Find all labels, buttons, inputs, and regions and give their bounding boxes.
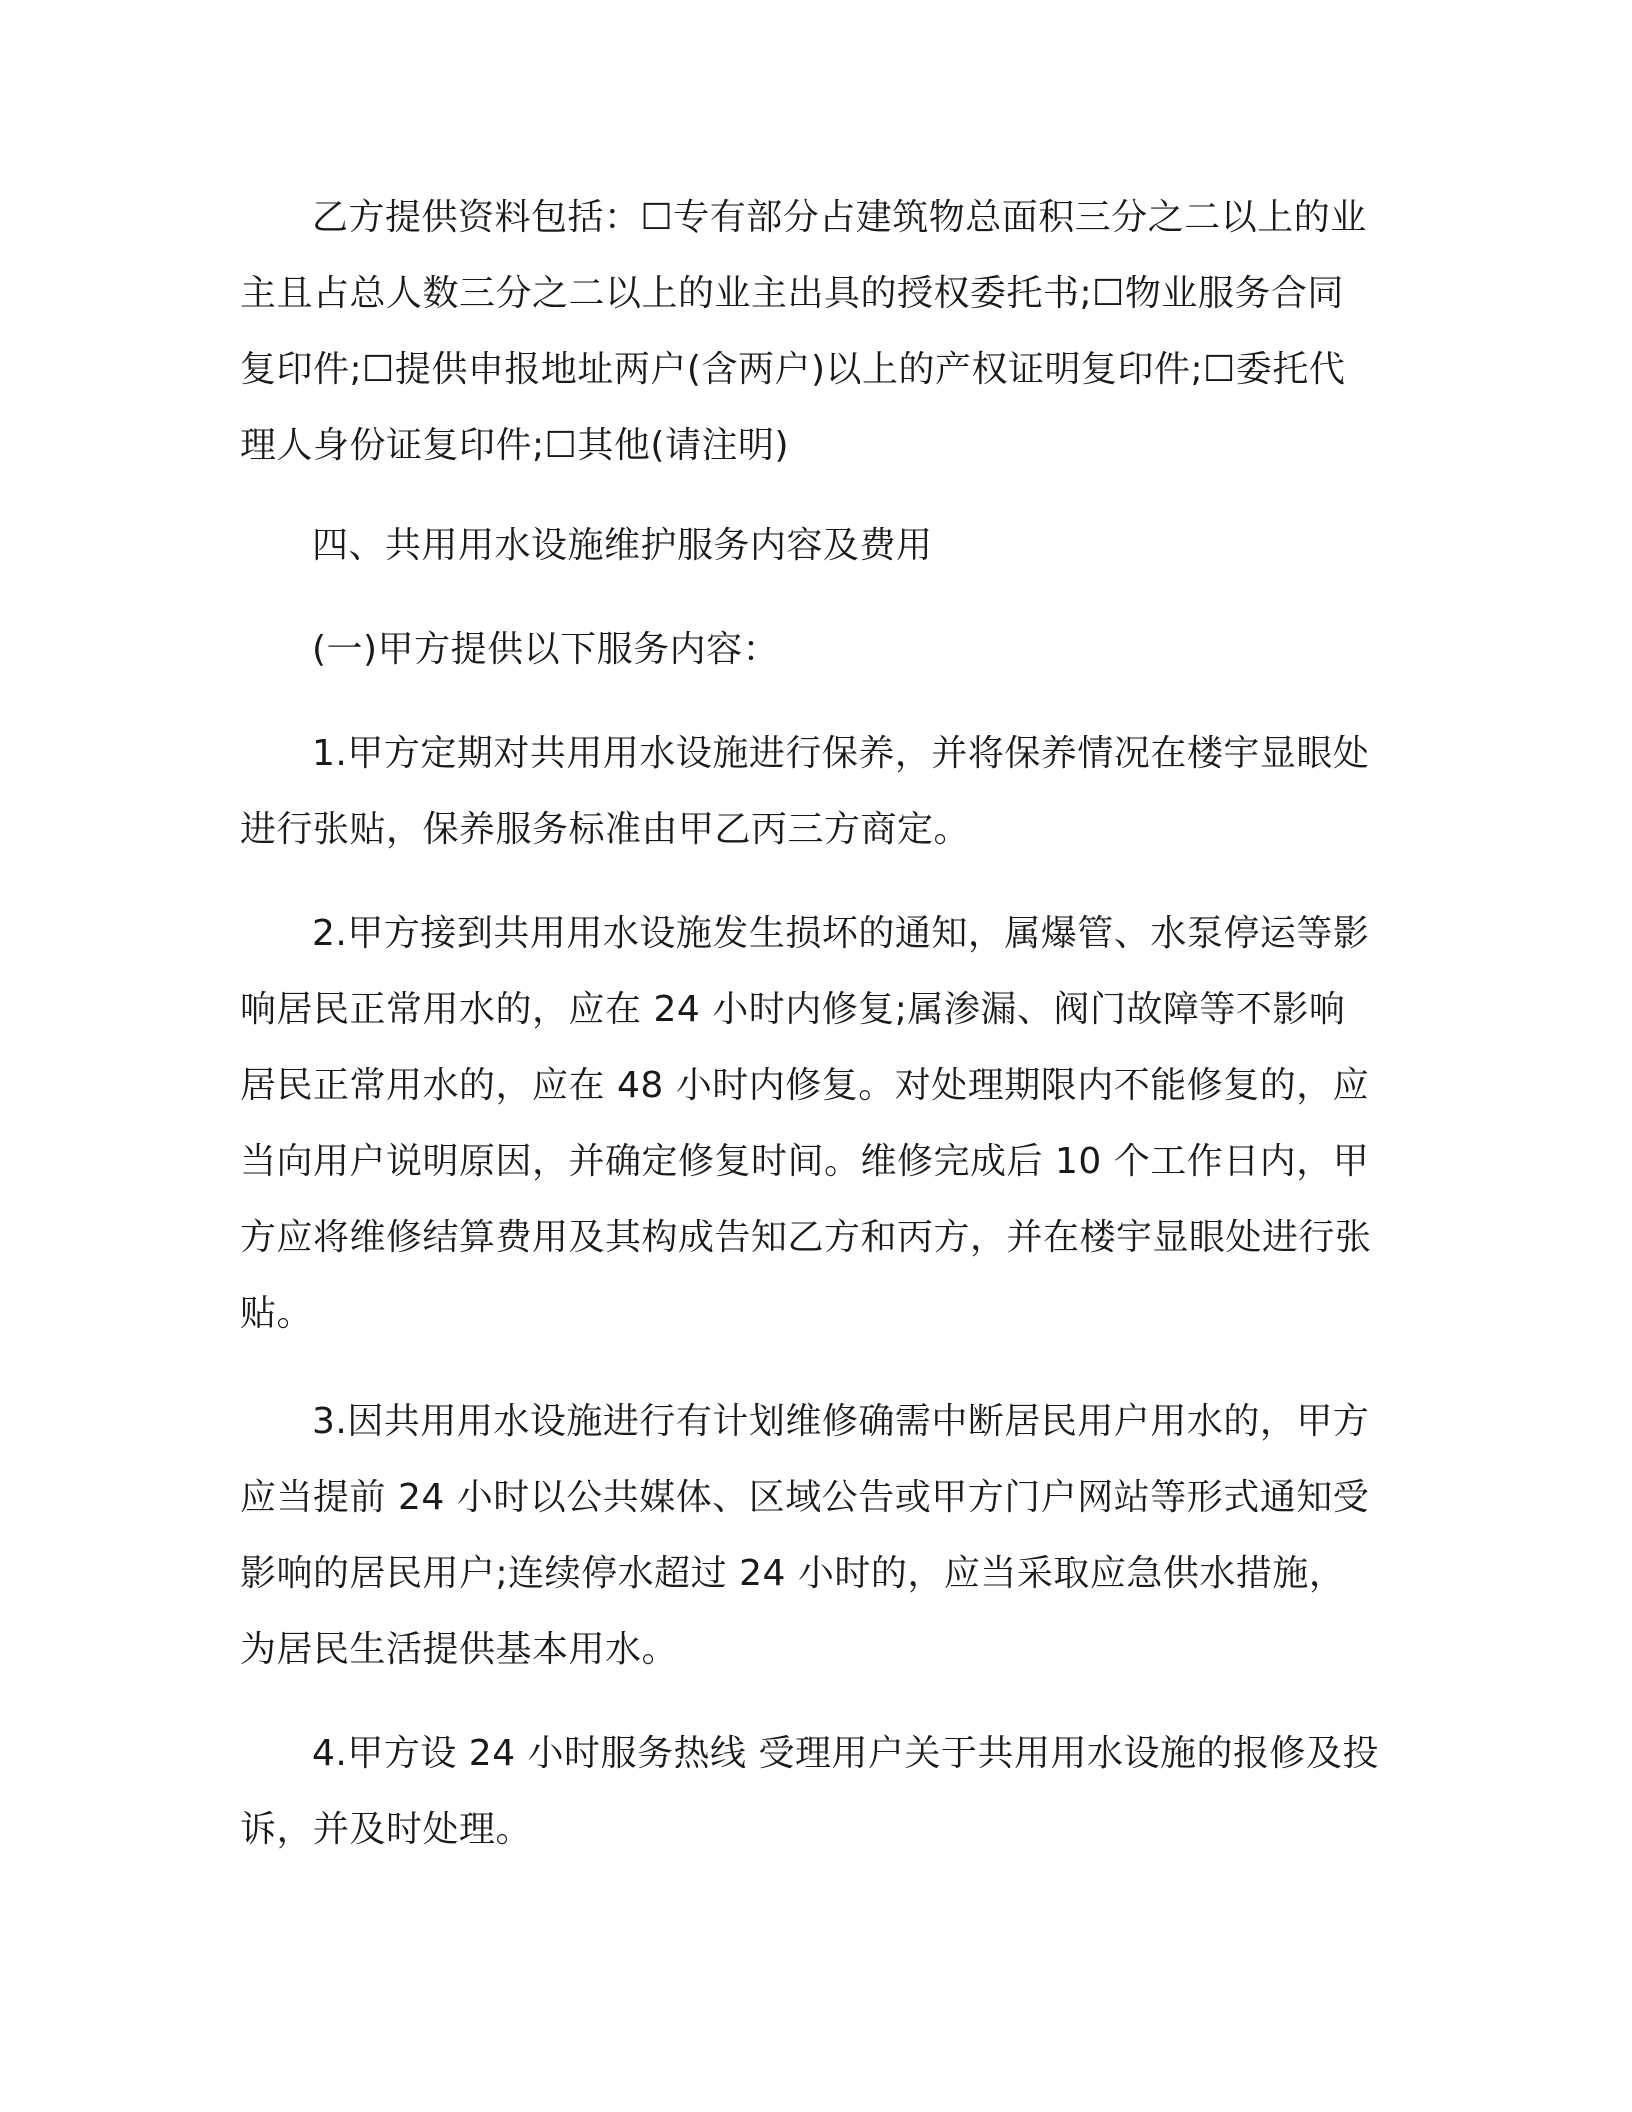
paragraph-materials: 乙方提供资料包括：☐专有部分占建筑物总面积三分之二以上的业主且占总人数三分之二以上的业主出具的授权委托书;☐物业服务合同复印件;☐提供申报地址两户(含两户)以上的产权证明复印件;☐委托代理人身份证复印件;☐其他(请注明) (240, 197, 1367, 466)
paragraph-item-2: 2.甲方接到共用用水设施发生损坏的通知，属爆管、水泵停运等影响居民正常用水的，应在 24 小时内修复;属渗漏、阀门故障等不影响居民正常用水的，应在 48 小时内修复。对处理期限内不能修复的，应当向用户说明原因，并确定修复时间。维修完成后 10 个工作日内，甲方应将维修结算费用及其构成告知乙方和丙方，并在楼宇显眼处进行张贴。 (240, 913, 1372, 1334)
paragraph-item-1: 1.甲方定期对共用用水设施进行保养，并将保养情况在楼宇显眼处进行张贴，保养服务标准由甲乙丙三方商定。 (240, 733, 1370, 850)
paragraph-item-4: 4.甲方设 24 小时服务热线 受理用户关于共用用水设施的报修及投诉，并及时处理。 (240, 1733, 1379, 1850)
subsection-heading: (一)甲方提供以下服务内容： (312, 629, 780, 670)
section-heading: 四、共用用水设施维护服务内容及费用 (312, 525, 933, 566)
paragraph-item-3: 3.因共用用水设施进行有计划维修确需中断居民用户用水的，甲方应当提前 24 小时以公共媒体、区域公告或甲方门户网站等形式通知受影响的居民用户;连续停水超过 24 小时的，应当采取应急供水措施，为居民生活提供基本用水。 (240, 1401, 1370, 1670)
